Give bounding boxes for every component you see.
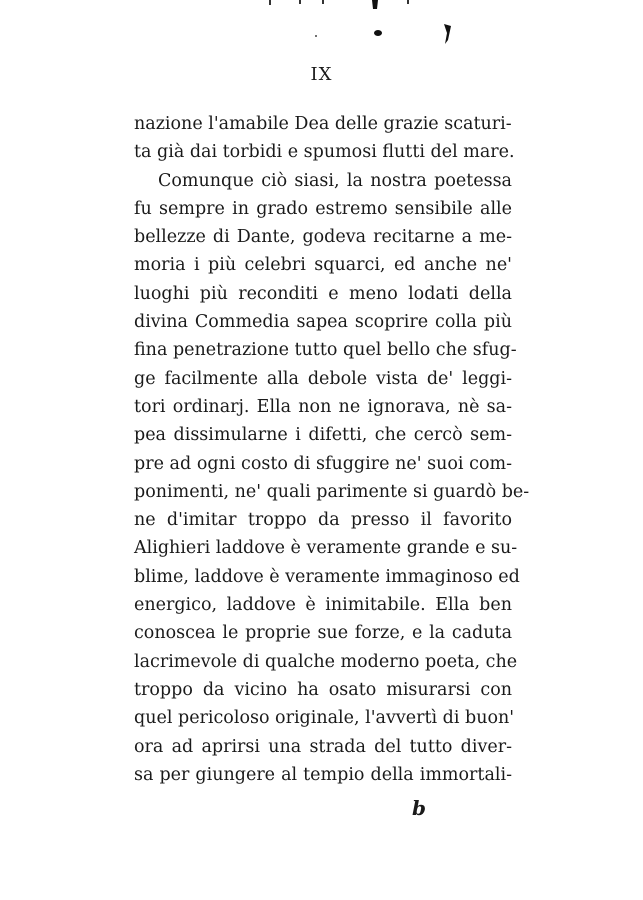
- text-line: conoscea le proprie sue forze, e la caduta: [134, 623, 512, 644]
- text-line: pre ad ogni costo di sfuggire ne' suoi com-: [134, 453, 512, 474]
- text-line: lacrimevole di qualche moderno poeta, che: [134, 651, 518, 672]
- text-line: bellezze di Dante, godeva recitarne a me-: [134, 227, 512, 248]
- text-line: blime, laddove è veramente immaginoso ed: [134, 566, 520, 587]
- text-line: ora ad aprirsi una strada del tutto diver-: [134, 736, 512, 757]
- text-line: fina penetrazione tutto quel bello che sfug-: [134, 340, 517, 361]
- signature-mark: b: [412, 796, 426, 820]
- text-line: ponimenti, ne' quali parimente si guardò be-: [134, 481, 530, 502]
- text-line: sa per giungere al tempio della immortali-: [134, 764, 512, 785]
- text-line: tori ordinarj. Ella non ne ignorava, nè sa-: [134, 396, 512, 417]
- ink-specks-icon: [0, 0, 643, 50]
- text-line: luoghi più reconditi e meno lodati della: [134, 283, 512, 304]
- text-line: divina Commedia sapea scoprire colla più: [134, 312, 512, 333]
- body-text: [134, 110, 530, 789]
- text-line: quel pericoloso originale, l'avvertì di buon': [134, 708, 515, 729]
- text-line: pea dissimularne i difetti, che cercò sem-: [134, 425, 512, 446]
- text-line: troppo da vicino ha osato misurarsi con: [134, 679, 512, 700]
- text-line: nazione l'amabile Dea delle grazie scaturi-: [134, 114, 512, 134]
- text-line: ge facilmente alla debole vista de' leggi-: [134, 368, 512, 389]
- top-edge-ink-marks: [0, 0, 643, 50]
- text-line: ta già dai torbidi e spumosi flutti del mare.: [134, 142, 515, 163]
- text-line: Alighieri laddove è veramente grande e su-: [134, 538, 518, 559]
- text-line: Comunque ciò siasi, la nostra poetessa: [158, 170, 512, 191]
- text-line: energico, laddove è inimitabile. Ella ben: [134, 595, 512, 616]
- text-line: moria i più celebri squarci, ed anche ne': [134, 255, 512, 276]
- text-line: ne d'imitar troppo da presso il favorito: [134, 510, 512, 531]
- text-line: fu sempre in grado estremo sensibile alle: [134, 198, 512, 219]
- page-number: IX: [310, 64, 333, 85]
